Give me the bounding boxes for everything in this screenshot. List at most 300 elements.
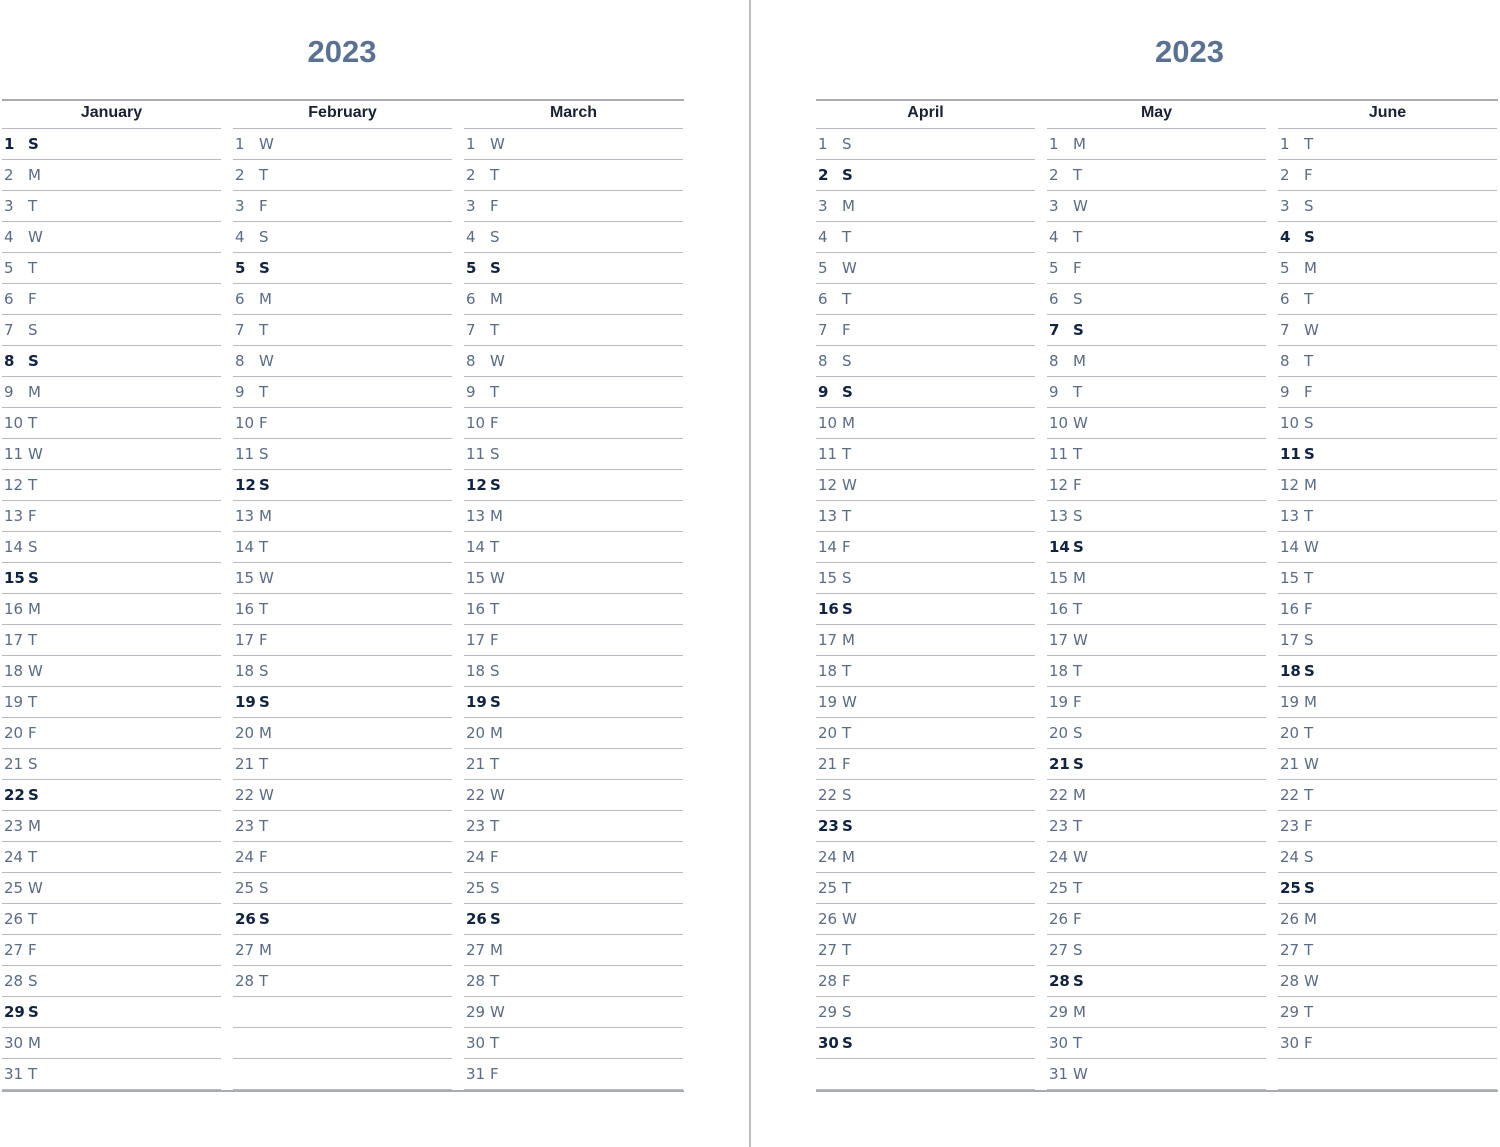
- weekday-letter: W: [1304, 972, 1319, 990]
- day-number: 14: [235, 538, 255, 556]
- day-row: [1278, 780, 1497, 811]
- weekday-letter: S: [842, 786, 852, 804]
- day-number: 12: [4, 476, 24, 494]
- day-row: [2, 1059, 221, 1090]
- day-row: [2, 749, 221, 780]
- day-row: [464, 718, 683, 749]
- day-row: [464, 160, 683, 191]
- weekday-letter: F: [490, 848, 499, 866]
- day-number: 9: [1049, 383, 1059, 401]
- day-row: [816, 842, 1035, 873]
- day-number: 8: [1049, 352, 1059, 370]
- day-number: 7: [4, 321, 14, 339]
- weekday-letter: S: [1073, 321, 1084, 339]
- weekday-letter: F: [842, 321, 851, 339]
- day-row: [1278, 408, 1497, 439]
- day-number: 15: [818, 569, 838, 587]
- weekday-letter: S: [842, 135, 852, 153]
- weekday-letter: W: [842, 910, 857, 928]
- weekday-letter: M: [259, 724, 272, 742]
- day-number: 19: [466, 693, 487, 711]
- day-row: [464, 594, 683, 625]
- day-number: 16: [1280, 600, 1300, 618]
- weekday-letter: F: [259, 848, 268, 866]
- weekday-letter: S: [1073, 538, 1084, 556]
- weekday-letter: F: [28, 290, 37, 308]
- day-row: [464, 656, 683, 687]
- day-number: 23: [1049, 817, 1069, 835]
- day-row: [1047, 749, 1266, 780]
- weekday-letter: S: [28, 786, 39, 804]
- weekday-letter: W: [842, 693, 857, 711]
- weekday-letter: F: [842, 538, 851, 556]
- weekday-letter: T: [1073, 383, 1083, 401]
- day-number: 22: [818, 786, 838, 804]
- day-row: [1278, 873, 1497, 904]
- weekday-letter: M: [259, 507, 272, 525]
- day-row: [1047, 873, 1266, 904]
- weekday-letter: S: [1073, 724, 1083, 742]
- day-number: 20: [1280, 724, 1300, 742]
- day-row: [2, 191, 221, 222]
- month-column: [1278, 101, 1497, 1090]
- weekday-letter: T: [28, 414, 38, 432]
- day-number: 4: [1049, 228, 1059, 246]
- day-number: 4: [235, 228, 245, 246]
- weekday-letter: M: [28, 166, 41, 184]
- weekday-letter: F: [490, 197, 499, 215]
- day-number: 10: [1049, 414, 1069, 432]
- day-row: [1047, 470, 1266, 501]
- weekday-letter: T: [259, 972, 269, 990]
- day-number: 2: [4, 166, 14, 184]
- day-number: 22: [235, 786, 255, 804]
- day-number: 3: [1049, 197, 1059, 215]
- weekday-letter: S: [1073, 941, 1083, 959]
- day-number: 23: [4, 817, 24, 835]
- day-row: [1047, 315, 1266, 346]
- day-row: [816, 625, 1035, 656]
- weekday-letter: M: [1073, 786, 1086, 804]
- month-column: [464, 101, 683, 1090]
- day-number: 12: [466, 476, 487, 494]
- day-number: 30: [1049, 1034, 1069, 1052]
- weekday-letter: S: [1304, 662, 1315, 680]
- day-number: 1: [235, 135, 245, 153]
- day-row: [816, 656, 1035, 687]
- weekday-letter: F: [28, 507, 37, 525]
- weekday-letter: T: [28, 848, 38, 866]
- weekday-letter: M: [1073, 352, 1086, 370]
- day-row: [1278, 1028, 1497, 1059]
- day-number: 16: [4, 600, 24, 618]
- day-row: [233, 470, 452, 501]
- day-number: 3: [4, 197, 14, 215]
- day-number: 3: [235, 197, 245, 215]
- day-row: [1047, 377, 1266, 408]
- day-number: 21: [235, 755, 255, 773]
- day-row: [1278, 501, 1497, 532]
- day-row: [2, 1028, 221, 1059]
- weekday-letter: T: [28, 693, 38, 711]
- weekday-letter: S: [1304, 445, 1315, 463]
- weekday-letter: T: [1073, 879, 1083, 897]
- day-number: 18: [818, 662, 838, 680]
- day-row: [816, 408, 1035, 439]
- day-row: [233, 625, 452, 656]
- day-row: [1278, 284, 1497, 315]
- weekday-letter: T: [1304, 290, 1314, 308]
- day-number: 24: [1049, 848, 1069, 866]
- day-row: [464, 563, 683, 594]
- weekday-letter: F: [259, 197, 268, 215]
- day-row: [233, 873, 452, 904]
- month-name: April: [816, 101, 1035, 129]
- weekday-letter: S: [490, 476, 501, 494]
- weekday-letter: T: [1304, 724, 1314, 742]
- weekday-letter: T: [490, 972, 500, 990]
- day-number: 10: [235, 414, 255, 432]
- weekday-letter: F: [1073, 910, 1082, 928]
- day-row: [464, 625, 683, 656]
- day-number: 16: [466, 600, 486, 618]
- day-number: 25: [818, 879, 838, 897]
- day-row: [816, 997, 1035, 1028]
- weekday-letter: S: [490, 662, 500, 680]
- day-row: [1278, 377, 1497, 408]
- day-number: 20: [4, 724, 24, 742]
- weekday-letter: S: [842, 352, 852, 370]
- weekday-letter: S: [28, 755, 38, 773]
- day-number: 1: [466, 135, 476, 153]
- day-row: [816, 904, 1035, 935]
- day-number: 21: [4, 755, 24, 773]
- day-row: [464, 780, 683, 811]
- month-name: March: [464, 101, 683, 129]
- weekday-letter: T: [259, 600, 269, 618]
- weekday-letter: W: [28, 879, 43, 897]
- day-row: [464, 253, 683, 284]
- weekday-letter: W: [1073, 197, 1088, 215]
- day-number: 15: [466, 569, 486, 587]
- day-row: [233, 842, 452, 873]
- day-row: [1047, 253, 1266, 284]
- weekday-letter: T: [1304, 135, 1314, 153]
- weekday-letter: W: [1304, 321, 1319, 339]
- weekday-letter: F: [1304, 383, 1313, 401]
- day-number: 26: [1049, 910, 1069, 928]
- weekday-letter: T: [1073, 228, 1083, 246]
- day-number: 13: [466, 507, 486, 525]
- weekday-letter: S: [1304, 228, 1315, 246]
- day-number: 14: [4, 538, 24, 556]
- day-row: [2, 222, 221, 253]
- weekday-letter: T: [490, 166, 500, 184]
- day-number: 21: [466, 755, 486, 773]
- day-number: 26: [466, 910, 487, 928]
- day-row: [464, 222, 683, 253]
- month-column: [816, 101, 1035, 1090]
- day-row: [233, 780, 452, 811]
- weekday-letter: S: [490, 910, 501, 928]
- day-row: [1278, 811, 1497, 842]
- day-number: 18: [466, 662, 486, 680]
- day-row: [464, 439, 683, 470]
- day-number: 3: [466, 197, 476, 215]
- day-row: [233, 966, 452, 997]
- day-row: [2, 377, 221, 408]
- day-row: [2, 532, 221, 563]
- day-row: [2, 687, 221, 718]
- weekday-letter: T: [842, 445, 852, 463]
- day-row: [464, 346, 683, 377]
- weekday-letter: F: [1304, 817, 1313, 835]
- day-number: 21: [818, 755, 838, 773]
- day-number: 7: [818, 321, 828, 339]
- day-row: [464, 935, 683, 966]
- day-number: 6: [4, 290, 14, 308]
- weekday-letter: W: [490, 352, 505, 370]
- weekday-letter: W: [259, 135, 274, 153]
- weekday-letter: S: [490, 879, 500, 897]
- day-row: [1278, 222, 1497, 253]
- day-row: [1047, 842, 1266, 873]
- weekday-letter: F: [490, 1065, 499, 1083]
- day-row: [2, 966, 221, 997]
- day-row: [816, 129, 1035, 160]
- day-number: 11: [466, 445, 486, 463]
- day-number: 17: [235, 631, 255, 649]
- day-row: [1278, 563, 1497, 594]
- day-number: 29: [466, 1003, 486, 1021]
- day-row: [2, 408, 221, 439]
- weekday-letter: M: [1073, 135, 1086, 153]
- day-number: 21: [1049, 755, 1070, 773]
- day-number: 18: [4, 662, 24, 680]
- weekday-letter: M: [842, 848, 855, 866]
- weekday-letter: T: [842, 879, 852, 897]
- day-row: [2, 842, 221, 873]
- weekday-letter: S: [842, 817, 853, 835]
- day-number: 28: [4, 972, 24, 990]
- day-row: [1047, 687, 1266, 718]
- day-row: [464, 687, 683, 718]
- day-number: 29: [4, 1003, 25, 1021]
- weekday-letter: F: [490, 631, 499, 649]
- day-number: 7: [235, 321, 245, 339]
- day-number: 31: [4, 1065, 24, 1083]
- day-row: [1047, 222, 1266, 253]
- day-row: [2, 160, 221, 191]
- weekday-letter: M: [842, 631, 855, 649]
- weekday-letter: T: [28, 197, 38, 215]
- day-number: 29: [1280, 1003, 1300, 1021]
- weekday-letter: S: [259, 910, 270, 928]
- day-row: [464, 966, 683, 997]
- day-number: 5: [235, 259, 246, 277]
- weekday-letter: T: [490, 538, 500, 556]
- day-number: 22: [1280, 786, 1300, 804]
- month-column: [233, 101, 452, 1090]
- weekday-letter: T: [842, 662, 852, 680]
- weekday-letter: F: [842, 972, 851, 990]
- day-number: 5: [1280, 259, 1290, 277]
- day-row: [816, 563, 1035, 594]
- day-row: [1047, 594, 1266, 625]
- day-row: [1278, 470, 1497, 501]
- day-number: 1: [1280, 135, 1290, 153]
- empty-day-row: [1278, 1059, 1497, 1090]
- weekday-letter: W: [28, 228, 43, 246]
- day-number: 24: [1280, 848, 1300, 866]
- weekday-letter: T: [259, 755, 269, 773]
- day-row: [2, 315, 221, 346]
- weekday-letter: S: [842, 383, 853, 401]
- weekday-letter: S: [490, 259, 501, 277]
- day-number: 22: [1049, 786, 1069, 804]
- weekday-letter: T: [259, 538, 269, 556]
- day-number: 26: [818, 910, 838, 928]
- day-row: [2, 718, 221, 749]
- day-row: [1278, 935, 1497, 966]
- day-number: 6: [466, 290, 476, 308]
- day-row: [816, 780, 1035, 811]
- day-number: 1: [818, 135, 828, 153]
- day-number: 16: [1049, 600, 1069, 618]
- calendar-page-right: [751, 0, 1500, 1147]
- day-number: 28: [235, 972, 255, 990]
- day-row: [2, 346, 221, 377]
- day-row: [1047, 284, 1266, 315]
- weekday-letter: T: [842, 941, 852, 959]
- day-row: [2, 997, 221, 1028]
- day-number: 8: [235, 352, 245, 370]
- day-number: 2: [818, 166, 829, 184]
- day-row: [1047, 625, 1266, 656]
- day-row: [1278, 966, 1497, 997]
- day-number: 24: [466, 848, 486, 866]
- day-row: [464, 1028, 683, 1059]
- day-number: 5: [1049, 259, 1059, 277]
- day-number: 3: [1280, 197, 1290, 215]
- day-number: 27: [4, 941, 24, 959]
- day-row: [2, 129, 221, 160]
- weekday-letter: F: [490, 414, 499, 432]
- day-row: [816, 873, 1035, 904]
- day-row: [2, 439, 221, 470]
- day-row: [816, 191, 1035, 222]
- weekday-letter: M: [1304, 910, 1317, 928]
- day-row: [233, 532, 452, 563]
- weekday-letter: T: [1073, 1034, 1083, 1052]
- day-row: [233, 129, 452, 160]
- day-row: [816, 470, 1035, 501]
- day-row: [1278, 687, 1497, 718]
- day-row: [464, 470, 683, 501]
- weekday-letter: W: [842, 476, 857, 494]
- day-row: [233, 718, 452, 749]
- weekday-letter: M: [259, 941, 272, 959]
- weekday-letter: M: [490, 507, 503, 525]
- day-row: [1047, 129, 1266, 160]
- day-number: 15: [1280, 569, 1300, 587]
- day-number: 22: [466, 786, 486, 804]
- weekday-letter: S: [28, 972, 38, 990]
- day-row: [1278, 253, 1497, 284]
- day-row: [816, 284, 1035, 315]
- day-number: 9: [466, 383, 476, 401]
- weekday-letter: S: [1073, 755, 1084, 773]
- day-row: [816, 1028, 1035, 1059]
- day-number: 5: [4, 259, 14, 277]
- day-row: [464, 408, 683, 439]
- day-number: 10: [818, 414, 838, 432]
- day-row: [233, 935, 452, 966]
- day-number: 25: [1280, 879, 1301, 897]
- day-row: [1047, 563, 1266, 594]
- day-row: [816, 532, 1035, 563]
- weekday-letter: M: [1304, 476, 1317, 494]
- day-number: 30: [466, 1034, 486, 1052]
- day-number: 27: [1049, 941, 1069, 959]
- day-number: 20: [818, 724, 838, 742]
- day-row: [1278, 346, 1497, 377]
- day-number: 8: [4, 352, 15, 370]
- day-row: [2, 625, 221, 656]
- day-number: 28: [466, 972, 486, 990]
- weekday-letter: T: [842, 290, 852, 308]
- day-number: 29: [1049, 1003, 1069, 1021]
- weekday-letter: W: [1304, 538, 1319, 556]
- day-row: [464, 997, 683, 1028]
- month-name: January: [2, 101, 221, 129]
- day-row: [1047, 935, 1266, 966]
- weekday-letter: T: [28, 631, 38, 649]
- day-row: [233, 253, 452, 284]
- weekday-letter: F: [1304, 1034, 1313, 1052]
- day-row: [2, 501, 221, 532]
- day-number: 28: [1049, 972, 1070, 990]
- day-number: 7: [466, 321, 476, 339]
- day-row: [816, 315, 1035, 346]
- weekday-letter: T: [842, 724, 852, 742]
- weekday-letter: W: [259, 352, 274, 370]
- day-row: [816, 222, 1035, 253]
- weekday-letter: F: [1073, 693, 1082, 711]
- weekday-letter: S: [842, 1003, 852, 1021]
- day-number: 7: [1049, 321, 1060, 339]
- empty-day-row: [233, 1028, 452, 1059]
- weekday-letter: F: [1304, 166, 1313, 184]
- day-number: 27: [1280, 941, 1300, 959]
- day-number: 14: [1049, 538, 1070, 556]
- weekday-letter: S: [28, 135, 39, 153]
- day-number: 26: [235, 910, 256, 928]
- weekday-letter: S: [1304, 848, 1314, 866]
- day-number: 24: [4, 848, 24, 866]
- weekday-letter: M: [490, 290, 503, 308]
- weekday-letter: T: [28, 1065, 38, 1083]
- day-row: [464, 315, 683, 346]
- day-row: [464, 873, 683, 904]
- day-number: 19: [818, 693, 838, 711]
- day-number: 6: [1280, 290, 1290, 308]
- day-row: [1278, 315, 1497, 346]
- weekday-letter: S: [28, 352, 39, 370]
- day-number: 2: [235, 166, 245, 184]
- day-number: 13: [1280, 507, 1300, 525]
- day-number: 18: [235, 662, 255, 680]
